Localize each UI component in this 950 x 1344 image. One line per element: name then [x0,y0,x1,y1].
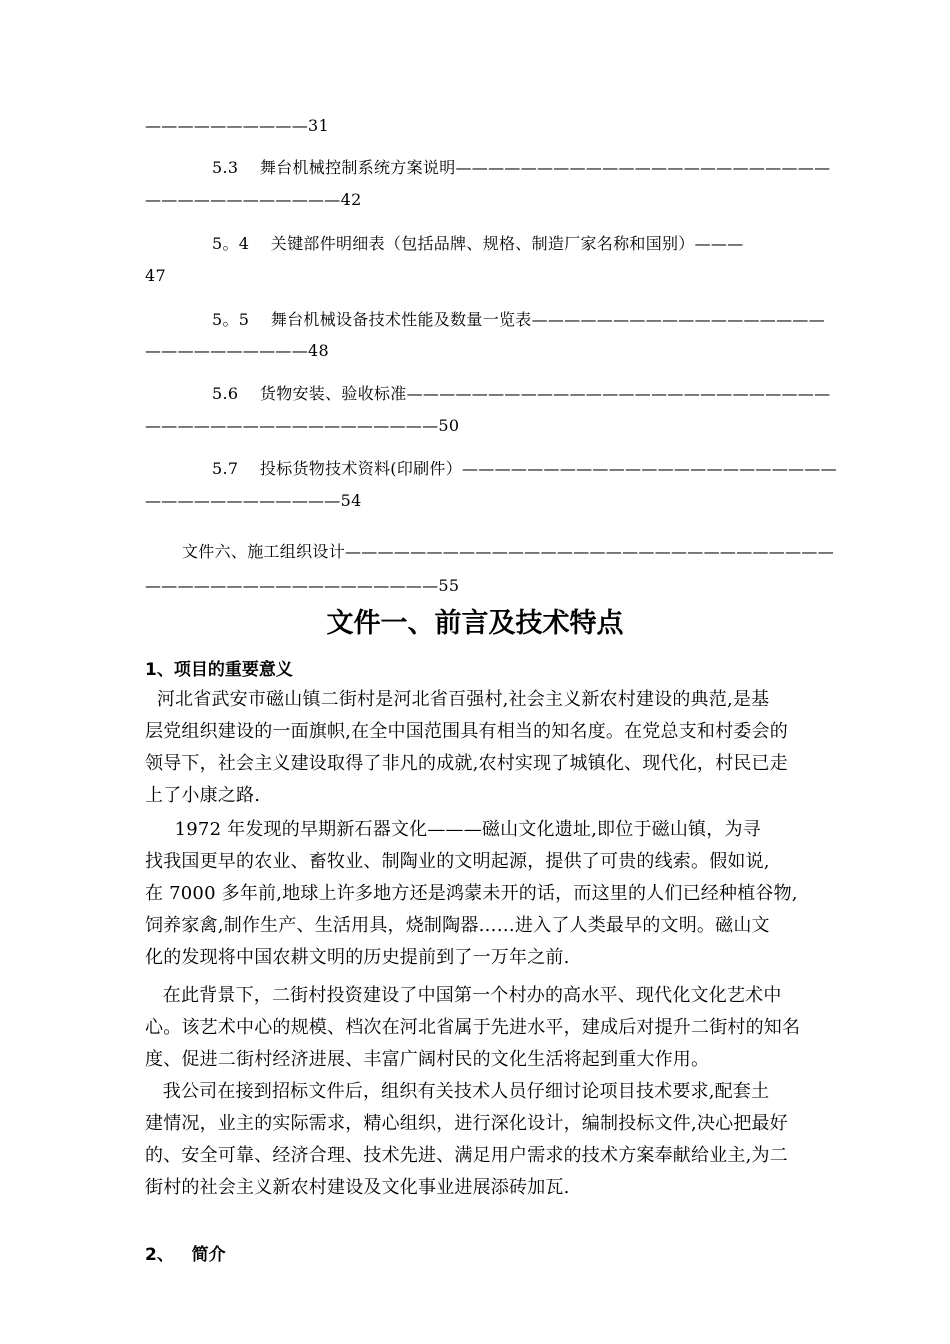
paragraph-line: 领导下，社会主义建设取得了非凡的成就,农村实现了城镇化、现代化，村民已走 [145,753,788,774]
section-1-paragraph-2 [145,814,835,974]
toc-item-5-4: 5。4 关键部件明细表（包括品牌、规格、制造厂家名称和国别）——— [212,234,744,253]
toc-file-6-page: ——————————————————55 [145,576,460,595]
toc-item-5-7: 5.7 投标货物技术资料(印刷件）——————————————————————— [212,459,837,478]
toc-item-5-5-page: ——————————48 [145,341,329,360]
toc-item-5-6-page: ——————————————————50 [145,416,460,435]
paragraph-line: 找我国更早的农业、畜牧业、制陶业的文明起源，提供了可贵的线索。假如说, [145,851,770,872]
toc-item-5-7-page: ————————————54 [145,491,362,510]
paragraph-line: 在 7000 多年前,地球上许多地方还是鸿蒙未开的话，而这里的人们已经种植谷物, [145,883,798,904]
toc-item-5-3-page: ————————————42 [145,190,362,209]
paragraph-line: 在此背景下，二街村投资建设了中国第一个村办的高水平、现代化文化艺术中 [145,985,782,1006]
paragraph-line: 心。该艺术中心的规模、档次在河北省属于先进水平，建成后对提升二街村的知名 [145,1017,801,1038]
paragraph-line: 度、促进二街村经济进展、丰富广阔村民的文化生活将起到重大作用。 [145,1049,710,1070]
paragraph-line: 河北省武安市磁山镇二街村是河北省百强村,社会主义新农村建设的典范,是基 [145,689,770,710]
paragraph-line: 我公司在接到招标文件后，组织有关技术人员仔细讨论项目技术要求,配套土 [145,1081,770,1102]
section-1-paragraph-1 [145,684,835,812]
paragraph-line: 的、安全可靠、经济合理、技术先进、满足用户需求的技术方案奉献给业主,为二 [145,1145,788,1166]
toc-file-6: 文件六、施工组织设计—————————————————————————————— [182,542,834,561]
section-1-paragraph-3 [145,980,835,1076]
toc-item-5-3: 5.3 舞台机械控制系统方案说明——————————————————————— [212,158,831,177]
document-title: 文件一、前言及技术特点 [326,608,624,639]
paragraph-line: 建情况，业主的实际需求，精心组织，进行深化设计，编制投标文件,决心把最好 [145,1113,788,1134]
toc-continuation-31: ——————————31 [145,116,329,135]
paragraph-line: 层党组织建设的一面旗帜,在全中国范围具有相当的知名度。在党总支和村委会的 [145,721,788,742]
section-2-heading: 2、 简介 [145,1245,226,1265]
paragraph-line: 上了小康之路. [145,785,261,806]
section-1-heading: 1、项目的重要意义 [145,660,293,680]
paragraph-line: 1972 年发现的早期新石器文化———磁山文化遗址,即位于磁山镇，为寻 [145,819,761,840]
toc-item-5-6: 5.6 货物安装、验收标准—————————————————————————— [212,384,831,403]
paragraph-line: 街村的社会主义新农村建设及文化事业进展添砖加瓦. [145,1177,570,1198]
paragraph-line: 饲养家禽,制作生产、生活用具，烧制陶器……进入了人类最早的文明。磁山文 [145,915,770,936]
section-1-paragraph-4 [145,1076,835,1204]
toc-item-5-4-page: 47 [145,266,166,285]
toc-item-5-5: 5。5 舞台机械设备技术性能及数量一览表—————————————————— [212,310,826,329]
paragraph-line: 化的发现将中国农耕文明的历史提前到了一万年之前. [145,947,570,968]
